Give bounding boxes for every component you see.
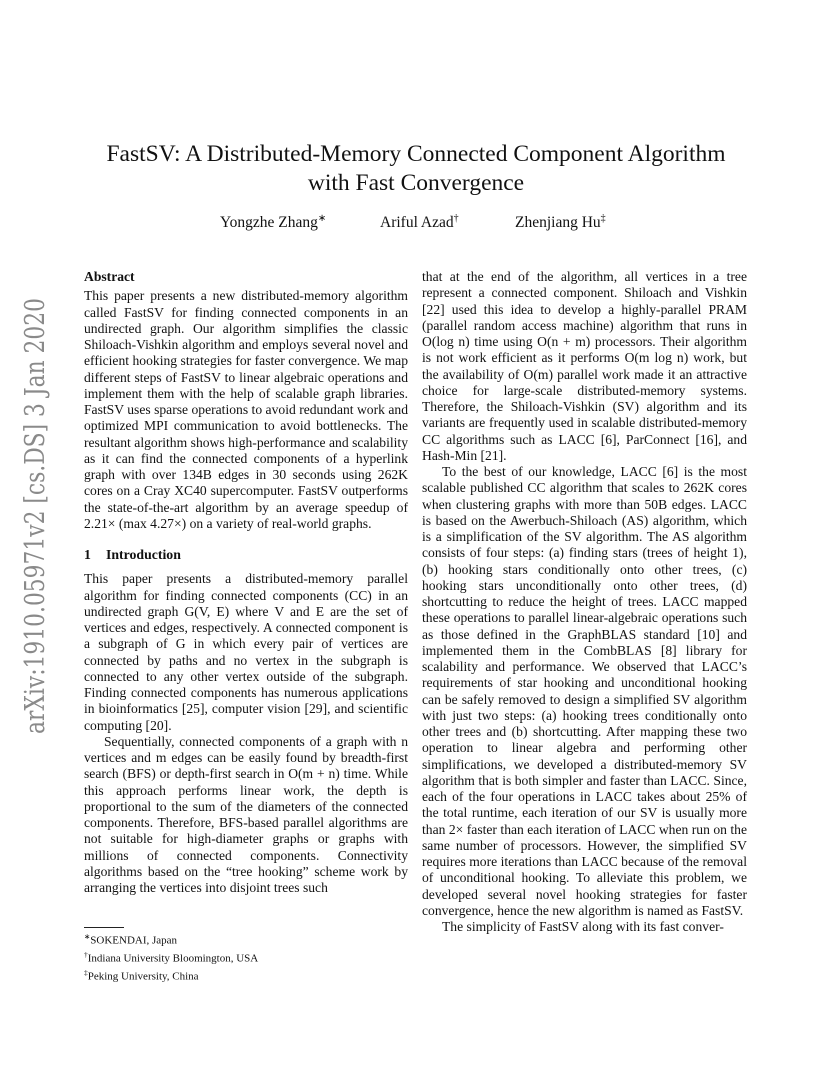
- paper-title: [84, 140, 748, 198]
- abstract-heading: Abstract: [84, 269, 135, 284]
- author: [220, 213, 326, 232]
- footnote-text: Peking University, China: [87, 970, 199, 983]
- footnote-mark: ‡: [84, 968, 88, 978]
- author-affiliation-mark: ‡: [600, 213, 606, 224]
- section-title: Introduction: [106, 547, 181, 562]
- title-line-1: FastSV: A Distributed-Memory Connected Component Algorithm: [106, 141, 726, 167]
- footnote-text: Indiana University Bloomington, USA: [87, 952, 259, 965]
- arxiv-identifier: [18, 296, 52, 736]
- title-line-2: with Fast Convergence: [307, 170, 525, 196]
- footnote: [84, 930, 408, 948]
- author-list: [84, 213, 748, 237]
- left-column: [84, 269, 408, 896]
- footnotes: [84, 927, 408, 984]
- body-paragraph: Sequentially, connected components of a graph with n vertices and m edges can be easily found by breadth-first search (BFS) or depth-first search in O(m + n) time. While this approach performs linear work, the depth is proportional to the sum of the diameters of the connected components. Therefore, BFS-based parallel algorithms are not suitable for high-diameter graphs or graphs with millions of connected components. Connectivity algorithms based on the “tree hooking” scheme work by arranging the vertices into disjoint trees such: [84, 733, 408, 895]
- footnote: [84, 966, 408, 984]
- body-paragraph: This paper presents a distributed-memory parallel algorithm for finding connected components (CC) in an undirected graph G(V, E) where V and E are the set of vertices and edges, respectively. A connected component is a subgraph of G in which every pair of vertices are connected by paths and no vertex in the subgraph is connected to any other vertex outside of the subgraph. Finding connected components has numerous applications in bioinformatics [25], computer vision [29], and scientific computing [20].: [84, 571, 408, 733]
- abstract-text: This paper presents a new distributed-memory algorithm called FastSV for finding connected components in an undirected graph. Our algorithm simplifies the classic Shiloach-Vishkin algorithm and employs several novel and efficient hooking strategies for faster convergence. We map different steps of FastSV to linear algebraic operations and implement them with the help of scalable graph libraries. FastSV uses sparse operations to avoid redundant work and optimized MPI communication to avoid bottlenecks. The resultant algorithm shows high-performance and scalability as it can find the connected components of a hyperlink graph with over 134B edges in 30 seconds using 262K cores on a Cray XC40 supercomputer. FastSV outperforms the state-of-the-art algorithm by an average speedup of 2.21× (max 4.27×) on a variety of real-world graphs.: [84, 288, 408, 531]
- body-paragraph: that at the end of the algorithm, all vertices in a tree represent a connected component. Shiloach and Vishkin [22] used this idea to develop a highly-parallel PRAM (parallel random access machine) algorithm that runs in O(log n) time using O(n + m) processors. Their algorithm is not work efficient as it performs O(m log n) work, but the availability of O(m) parallel work made it an attractive choice for large-scale distributed-memory systems. Therefore, the Shiloach-Vishkin (SV) algorithm and its variants are frequently used in scalable distributed-memory CC algorithms such as LACC [6], ParConnect [16], and Hash-Min [21].: [422, 269, 747, 463]
- right-column: [422, 269, 747, 935]
- author-name: Zhenjiang Hu: [515, 214, 601, 232]
- author-name: Yongzhe Zhang: [220, 214, 318, 232]
- body-paragraph: To the best of our knowledge, LACC [6] is the most scalable published CC algorithm that scales to 262K cores when clustering graphs with more than 50B edges. LACC is based on the Awerbuch-Shiloach (AS) algorithm, which is a simplification of the SV algorithm. The AS algorithm consists of four steps: (a) finding stars (trees of height 1), (b) hooking stars conditionally onto other trees, (c) hooking stars unconditionally onto other trees, (d) shortcutting to reduce the height of trees. LACC mapped these operations to parallel linear-algebraic operations such as those defined in the GraphBLAS standard [10] and implemented them in the CombBLAS [8] library for scalability and performance. We observed that LACC’s requirements of star hooking and unconditional hooking can be safely removed to design a simplified SV algorithm with just two steps: (a) hooking trees conditionally onto other trees and (b) shortcutting. After mapping these two operation to linear algebra and performing other simplifications, we developed a distributed-memory SV algorithm that is both simpler and faster than LACC. Since, each of the four operations in LACC takes about 25% of the total runtime, each iteration of our SV is usually more than 2× faster than each iteration of LACC when run on the same number of processors. However, the simplified SV requires more iterations than LACC because of the removal of unconditional hooking. To alleviate this problem, we developed several novel hooking strategies for faster convergence, hence the new algorithm is named as FastSV.: [422, 464, 747, 918]
- body-paragraph: The simplicity of FastSV along with its fast conver-: [442, 919, 724, 934]
- footnote-mark: ∗: [84, 932, 91, 941]
- author-name: Ariful Azad: [380, 214, 454, 232]
- footnote-mark: †: [84, 950, 88, 960]
- author-affiliation-mark: ∗: [317, 213, 327, 224]
- arxiv-identifier-text: arXiv:1910.05971v2 [cs.DS] 3 Jan 2020: [20, 296, 51, 734]
- footnote-text: SOKENDAI, Japan: [90, 934, 178, 947]
- author: [515, 213, 606, 232]
- author-affiliation-mark: †: [453, 213, 459, 224]
- section-heading: [84, 547, 408, 563]
- section-number: 1: [84, 547, 91, 562]
- arxiv-identifier-graphic: [18, 296, 52, 736]
- footnote-rule: [84, 927, 124, 928]
- footnote: [84, 948, 408, 966]
- author: [380, 213, 459, 232]
